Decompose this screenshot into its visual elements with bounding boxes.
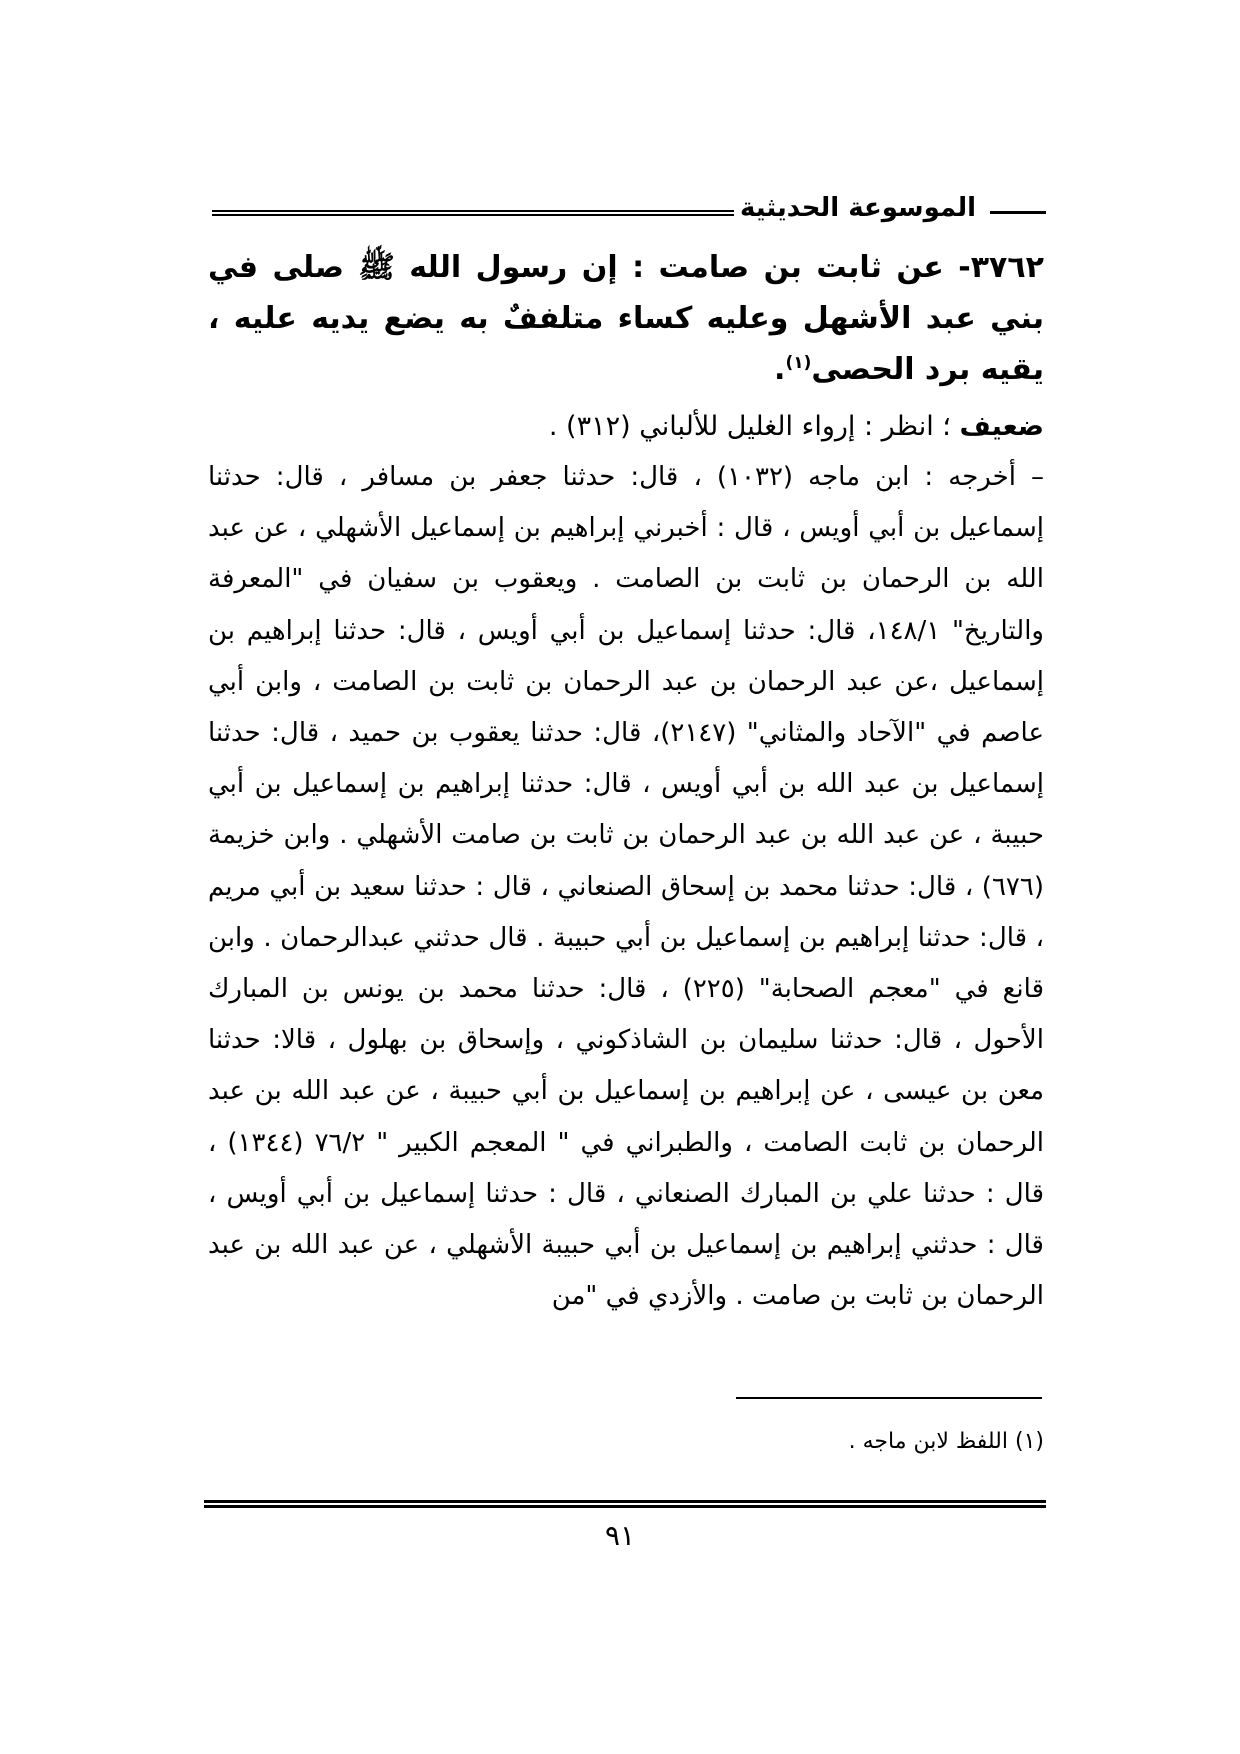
grading-text: ؛ انظر : إرواء الغليل للألباني (٣١٢) . [548,411,951,442]
hadith-text [208,242,1044,395]
main-text [208,242,1044,1322]
header-short-rule [990,211,1046,214]
footnote-separator [736,1397,1042,1399]
grading-line [208,401,1044,452]
header-title: الموسوعة الحديثية [739,193,976,223]
takhrij-paragraph: – أخرجه : ابن ماجه (١٠٣٢) ، قال: حدثنا جعفر بن مسافر ، قال: حدثنا إسماعيل بن أبي أويس ، قال : أخبرني إبراهيم بن إسماعيل الأشهلي ، عن عبد الله بن الرحمان بن ثابت بن الصامت . ويعقوب بن سفيان في "المعرفة والتاريخ" ١٤٨/١، قال: حدثنا إسماعيل بن أبي أويس ، قال: حدثنا إبراهيم بن إسماعيل ،عن عبد الرحمان بن عبد الرحمان بن ثابت بن الصامت ، وابن أبي عاصم في "الآحاد والمثاني" (٢١٤٧)، قال: حدثنا يعقوب بن حميد ، قال: حدثنا إسماعيل بن عبد الله بن أبي أويس ، قال: حدثنا إبراهيم بن إسماعيل بن أبي حبيبة ، عن عبد الله بن عبد الرحمان بن ثابت بن صامت الأشهلي . وابن خزيمة (٦٧٦) ، قال: حدثنا محمد بن إسحاق الصنعاني ، قال : حدثنا سعيد بن أبي مريم ، قال: حدثنا إبراهيم بن إسماعيل بن أبي حبيبة . قال حدثني عبدالرحمان . وابن قانع في "معجم الصحابة" (٢٢٥) ، قال: حدثنا محمد بن يونس بن المبارك الأحول ، قال: حدثنا سليمان بن الشاذكوني ، وإسحاق بن بهلول ، قالا: حدثنا معن بن عيسى ، عن إبراهيم بن إسماعيل بن أبي حبيبة ، عن عبد الله بن عبد الرحمان بن ثابت الصامت ، والطبراني في " المعجم الكبير " ٧٦/٢ (١٣٤٤) ، قال : حدثنا علي بن المبارك الصنعاني ، قال : حدثنا إسماعيل بن أبي أويس ، قال : حدثني إبراهيم بن إسماعيل بن أبي حبيبة الأشهلي ، عن عبد الله بن عبد الرحمان بن ثابت بن صامت . والأزدي في "من [208,462,1044,1312]
hadith-body: ٣٧٦٢- عن ثابت بن صامت : إن رسول الله ﷺ صلى في بني عبد الأشهل وعليه كساء متلففٌ به يضع يديه عليه ، يقيه برد الحصى [208,250,1044,387]
running-header [212,188,1046,228]
hadith-end: . [774,352,786,387]
grading-label: ضعيف [959,411,1044,442]
footer-double-rule [204,1500,1046,1508]
footnote: (١) اللفظ لابن ماجه . [848,1429,1044,1454]
footnote-reference[interactable]: (١) [785,353,812,373]
page-number: ٩١ [604,1519,636,1552]
header-double-rule [212,210,734,216]
